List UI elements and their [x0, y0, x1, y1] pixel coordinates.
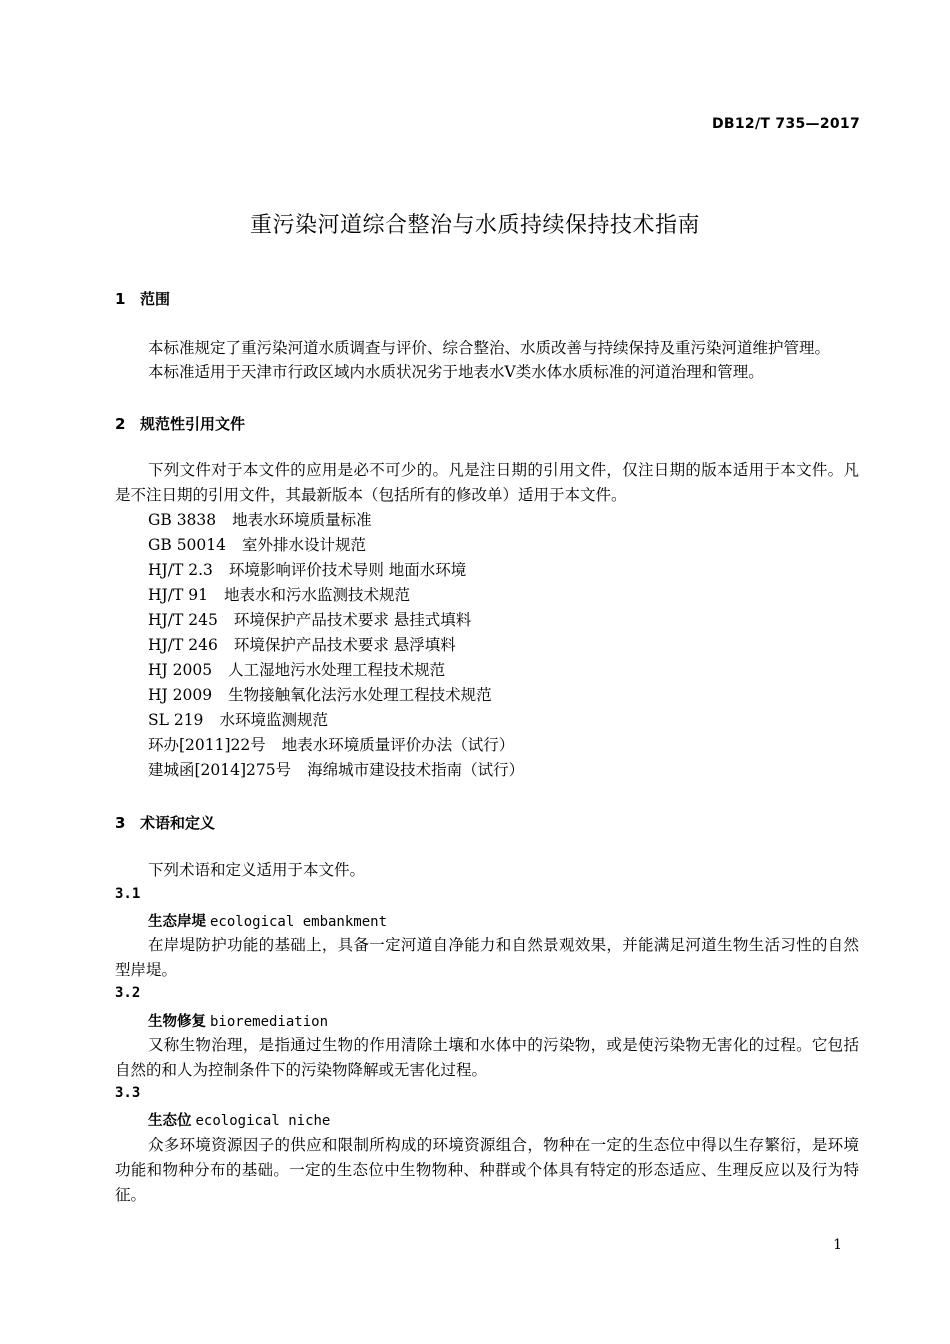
term-entry: [148, 1010, 328, 1031]
reference-name: 环境保护产品技术要求 悬挂式填料: [233, 611, 472, 629]
clause-number: 3.1: [115, 886, 141, 902]
reference-name: 水环境监测规范: [219, 711, 328, 729]
term-zh: 生物修复: [148, 1014, 206, 1030]
reference-name: 人工湿地污水处理工程技术规范: [228, 661, 446, 679]
reference-item: [148, 533, 524, 558]
section-title: 术语和定义: [140, 814, 216, 832]
reference-code: HJ/T 2.3: [148, 561, 213, 579]
reference-name: 生物接触氧化法污水处理工程技术规范: [228, 686, 492, 704]
reference-name: 地表水环境质量标准: [232, 511, 372, 529]
references-intro: 下列文件对于本文件的应用是必不可少的。凡是注日期的引用文件，仅注日期的版本适用于本文件。凡是不注日期的引用文件，其最新版本（包括所有的修改单）适用于本文件。: [115, 461, 859, 504]
section-number: 3: [115, 814, 126, 832]
scope-paragraph-1: 本标准规定了重污染河道水质调查与评价、综合整治、水质改善与持续保持及重污染河道维护管理。: [148, 339, 831, 357]
term-entry: [148, 910, 387, 931]
section-title: 规范性引用文件: [140, 415, 246, 433]
reference-item: [148, 733, 524, 758]
term-zh: 生态位: [148, 1113, 192, 1129]
term-definition: 众多环境资源因子的供应和限制所构成的环境资源组合，物种在一定的生态位中得以生存繁衍，是环境功能和物种分布的基础。一定的生态位中生物物种、种群或个体具有特定的形态适应、生理反应以及行为特征。: [115, 1136, 859, 1204]
reference-name: 环境保护产品技术要求 悬浮填料: [233, 636, 456, 654]
term-zh: 生态岸堤: [148, 914, 206, 930]
section-number: 1: [115, 290, 126, 308]
reference-item: [148, 683, 524, 708]
reference-code: HJ 2005: [148, 661, 213, 679]
page-number: 1: [833, 1237, 842, 1253]
reference-code: GB 3838: [148, 511, 217, 529]
scope-paragraph-2: 本标准适用于天津市行政区域内水质状况劣于地表水V类水体水质标准的河道治理和管理。: [148, 363, 764, 381]
reference-code: HJ/T 246: [148, 636, 218, 654]
reference-list: [148, 508, 524, 783]
reference-code: HJ/T 245: [148, 611, 218, 629]
reference-name: 海绵城市建设技术指南（试行）: [307, 761, 525, 779]
section-number: 2: [115, 415, 126, 433]
reference-name: 地表水环境质量评价办法（试行）: [281, 736, 515, 754]
reference-item: [148, 633, 524, 658]
standard-code: DB12/T 735—2017: [712, 116, 860, 132]
term-en: ecological niche: [195, 1113, 331, 1129]
section-references-heading: [115, 413, 245, 434]
reference-code: 建城函[2014]275号: [148, 761, 292, 779]
clause-number: 3.3: [115, 1085, 141, 1101]
reference-item: [148, 658, 524, 683]
reference-code: HJ 2009: [148, 686, 213, 704]
document-title: 重污染河道综合整治与水质持续保持技术指南: [249, 213, 700, 238]
reference-item: [148, 708, 524, 733]
section-terms-heading: [115, 812, 215, 833]
reference-item: [148, 608, 524, 633]
reference-code: SL 219: [148, 711, 204, 729]
reference-name: 室外排水设计规范: [242, 536, 367, 554]
reference-code: HJ/T 91: [148, 586, 208, 604]
term-en: bioremediation: [210, 1014, 329, 1030]
section-scope-heading: [115, 288, 170, 309]
reference-item: [148, 508, 524, 533]
reference-code: 环办[2011]22号: [148, 736, 266, 754]
reference-item: [148, 558, 524, 583]
clause-number: 3.2: [115, 985, 141, 1001]
term-definition: 在岸堤防护功能的基础上，具备一定河道自净能力和自然景观效果，并能满足河道生物生活习性的自然型岸堤。: [115, 936, 859, 979]
reference-code: GB 50014: [148, 536, 227, 554]
terms-intro: 下列术语和定义适用于本文件。: [148, 861, 366, 879]
reference-name: 地表水和污水监测技术规范: [223, 586, 410, 604]
section-title: 范围: [140, 290, 171, 308]
reference-item: [148, 583, 524, 608]
term-definition: 又称生物治理，是指通过生物的作用清除土壤和水体中的污染物，或是使污染物无害化的过程。它包括自然的和人为控制条件下的污染物降解或无害化过程。: [115, 1036, 859, 1079]
reference-name: 环境影响评价技术导则 地面水环境: [228, 561, 467, 579]
term-entry: [148, 1109, 330, 1130]
reference-item: [148, 758, 524, 783]
term-en: ecological embankment: [210, 914, 388, 930]
